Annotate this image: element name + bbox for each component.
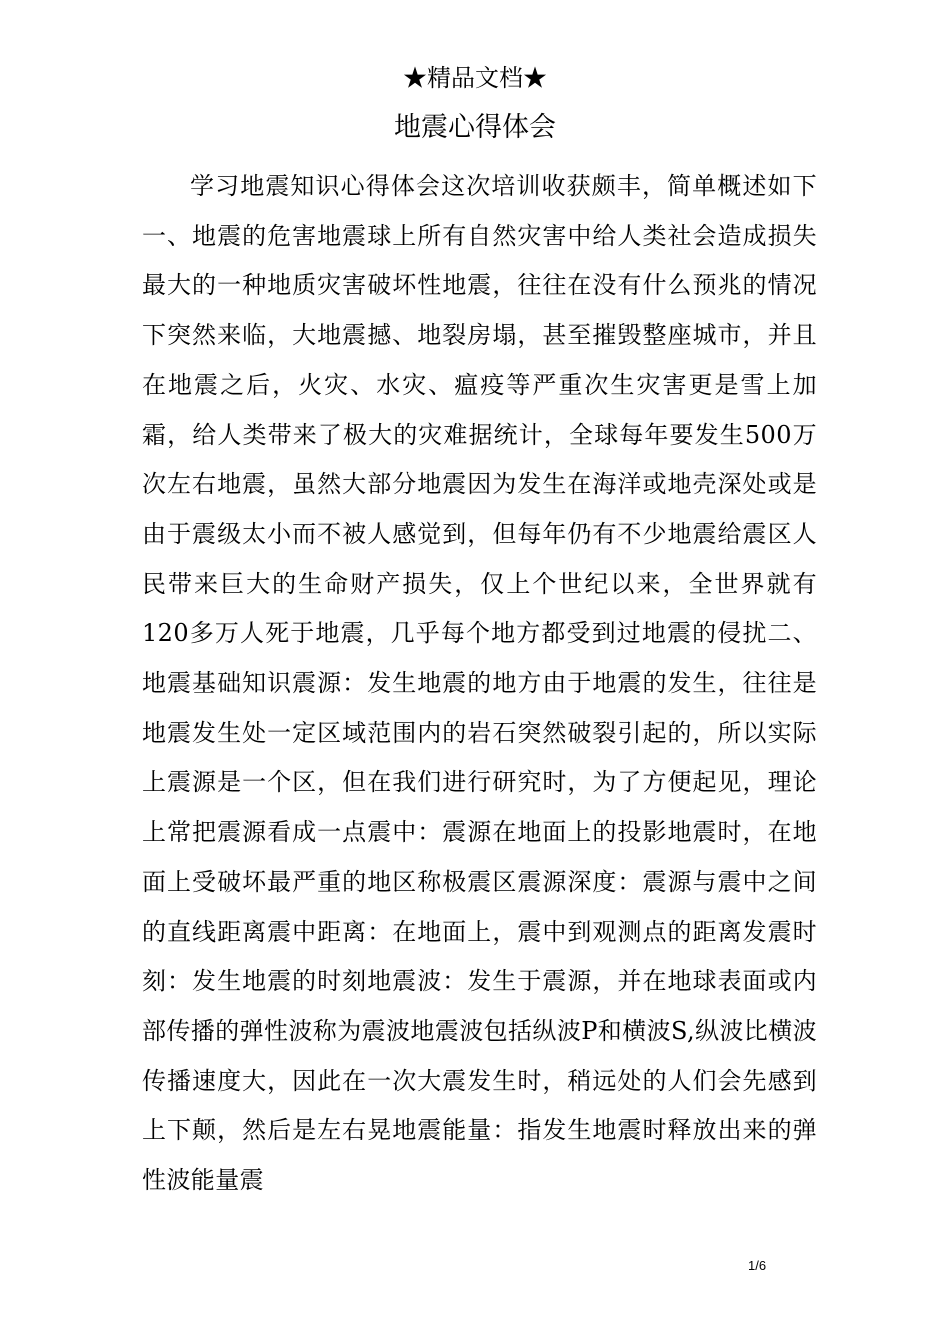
page-title: 地震心得体会 <box>394 112 556 143</box>
header-mark: ★精品文档★ <box>403 64 547 92</box>
page-number: 1/6 <box>748 1258 767 1273</box>
body-paragraph: 学习地震知识心得体会这次培训收获颇丰，简单概述如下一、地震的危害地震球上所有自然灾害中给人类社会造成损失最大的一种地质灾害破坏性地震，往往在没有什么预兆的情况下突然来临，大地震撼、地裂房塌，甚至摧毁整座城市，并且在地震之后，火灾、水灾、瘟疫等严重次生灾害更是雪上加霜，给人类带来了极大的灾难据统计，全球每年要发生500万次左右地震，虽然大部分地震因为发生在海洋或地壳深处或是由于震级太小而不被人感觉到，但每年仍有不少地震给震区人民带来巨大的生命财产损失，仅上个世纪以来，全世界就有120多万人死于地震，几乎每个地方都受到过地震的侵扰二、地震基础知识震源：发生地震的地方由于地震的发生，往往是地震发生处一定区域范围内的岩石突然破裂引起的，所以实际上震源是一个区，但在我们进行研究时，为了方便起见，理论上常把震源看成一点震中：震源在地面上的投影地震时，在地面上受破坏最严重的地区称极震区震源深度：震源与震中之间的直线距离震中距离：在地面上，震中到观测点的距离发震时刻：发生地震的时刻地震波：发生于震源，并在地球表面或内部传播的弹性波称为震波地震波包括纵波P和横波S,纵波比横波传播速度大，因此在一次大震发生时，稍远处的人们会先感到上下颠，然后是左右晃地震能量：指发生地震时释放出来的弹性波能量震 <box>142 172 817 1195</box>
